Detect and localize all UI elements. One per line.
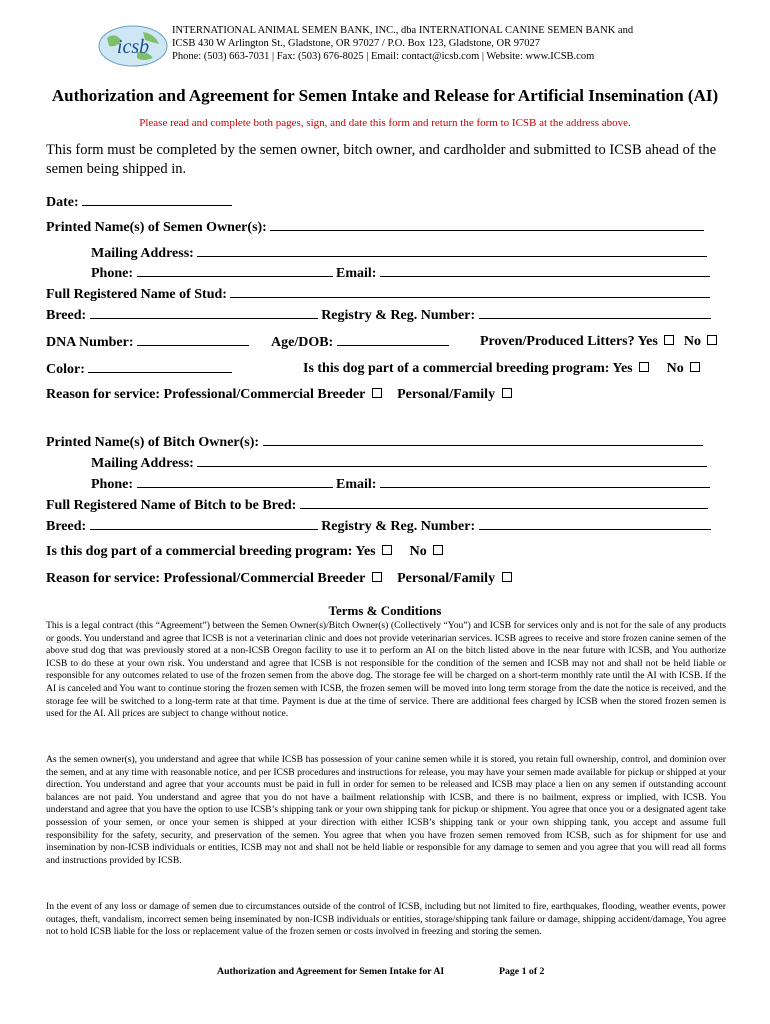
footer-page-number: Page 1 of 2: [499, 966, 545, 977]
stud-dna-row: [46, 333, 249, 351]
terms-paragraph-1: This is a legal contract (this “Agreement”) between the Semen Owner(s)/Bitch Owner(s) (Collectively “You”) and ICSB for services only and is not for the sale of any products or goods. You understand and agree that ICSB is not a veterinarian clinic and does not provide veterinarian services. ICSB agrees to receive and store frozen canine semen of the above stud dog that was previously stored at a non-ICSB Oregon facility to use it to perform an AI on the bitch listed above in the near future with ICSB, and You authorize ICSB to do these at your own risk. You understand and agree that ICSB is not responsible for the condition of the semen and ICSB may not and shall not be held liable or responsible for any outcomes related to use of the frozen semen from the above dog. The storage fee will be charged on a short-term monthly rate until the AI with ICSB. If the AI is canceled and You want to continue storing the frozen semen with ICSB, the frozen semen will be moved into long term storage from the date the notice is received, and the storage fee will be switched to a long-term rate at that time. Payment is due at the time of service. There are additional fees charged by ICSB when the stored frozen semen is used for the AI. All prices are subject to change without notice.: [46, 620, 726, 720]
form-instruction: Please read and complete both pages, sign, and date this form and return the form to ICSB at the address above.: [139, 117, 631, 129]
stud-name-label: Full Registered Name of Stud:: [46, 287, 227, 302]
stud-commercial-no-checkbox[interactable]: [690, 362, 700, 372]
bitch-commercial-yes-checkbox[interactable]: [382, 545, 392, 555]
stud-personal-checkbox[interactable]: [502, 388, 512, 398]
stud-registry-field[interactable]: [479, 306, 711, 319]
terms-heading: Terms & Conditions: [328, 603, 442, 618]
age-label: Age/DOB:: [271, 335, 334, 350]
form-intro: This form must be completed by the semen owner, bitch owner, and cardholder and submitted to ICSB ahead of the semen being shipped in.: [46, 142, 717, 177]
bitch-phone-label: Phone:: [91, 477, 133, 492]
proven-row: [480, 333, 717, 350]
bitch-mailing-field[interactable]: [197, 454, 707, 467]
stud-breed-field[interactable]: [90, 306, 318, 319]
header-line-3: Phone: (503) 663-7031 | Fax: (503) 676-8025 | Email: contact@icsb.com | Website: www.ICSB.com: [172, 51, 595, 62]
bitch-owner-label: Printed Name(s) of Bitch Owner(s):: [46, 435, 260, 450]
dna-field[interactable]: [137, 333, 249, 346]
bitch-personal-checkbox[interactable]: [502, 572, 512, 582]
stud-reason-row: [46, 386, 512, 403]
stud-name-field[interactable]: [230, 285, 710, 298]
header-contact: [172, 24, 732, 63]
stud-breed-row: [46, 306, 711, 324]
bitch-commercial-row: [46, 543, 443, 560]
bitch-commercial-no-checkbox[interactable]: [433, 545, 443, 555]
date-row: [46, 193, 232, 211]
stud-personal-label: Personal/Family: [397, 387, 496, 402]
age-field[interactable]: [337, 333, 449, 346]
bitch-breed-row: [46, 517, 711, 535]
dna-label: DNA Number:: [46, 335, 134, 350]
bitch-reason-label: Reason for service: Professional/Commercial Breeder: [46, 571, 366, 586]
bitch-phone-field[interactable]: [137, 475, 333, 488]
proven-label: Proven/Produced Litters? Yes: [480, 334, 658, 349]
header-line-1: INTERNATIONAL ANIMAL SEMEN BANK, INC., dba INTERNATIONAL CANINE SEMEN BANK and: [172, 25, 634, 36]
proven-no-checkbox[interactable]: [707, 335, 717, 345]
bitch-breed-field[interactable]: [90, 517, 318, 530]
stud-color-row: [46, 360, 232, 378]
proven-no-label: No: [683, 334, 701, 349]
stud-reason-label: Reason for service: Professional/Commercial Breeder: [46, 387, 366, 402]
bitch-breed-label: Breed:: [46, 519, 87, 534]
stud-email-field[interactable]: [380, 264, 710, 277]
logo-text: icsb: [116, 36, 150, 58]
stud-mailing-label: Mailing Address:: [91, 246, 194, 261]
stud-commercial-row: [303, 360, 700, 377]
color-field[interactable]: [88, 360, 232, 373]
semen-owner-row: [46, 218, 704, 236]
color-label: Color:: [46, 362, 85, 377]
stud-professional-checkbox[interactable]: [372, 388, 382, 398]
stud-mailing-field[interactable]: [197, 244, 707, 257]
date-label: Date:: [46, 195, 79, 210]
stud-commercial-no-label: No: [666, 361, 684, 376]
semen-owner-field[interactable]: [270, 218, 704, 231]
bitch-name-field[interactable]: [300, 496, 708, 509]
stud-mailing-row: [91, 244, 707, 262]
terms-paragraph-2: As the semen owner(s), you understand and agree that while ICSB has possession of your canine semen while it is stored, you retain full ownership, control, and dominion over the semen, and at any time with reasonable notice, and per ICSB procedures and instructions for release, you may have your semen made available for pickup or shipped at your direction. You understand and agree that your accounts must be paid in full in order for semen to be released and ICSB may place a lien on any semen if outstanding account balances are not paid. You understand and agree that you do not have a bailment relationship with ICSB, and there is no bailment, express or implied, with ICSB. You understand and agree that you have the option to use ICSB’s shipping tank or your own shipping tank for pickup or shipment. You agree that once you or a designated agent take possession of your semen, or once your semen is shipped at your direction with either ICSB’s shipping tank or your own shipping tank, you accept and assume full responsibility for the safety, security, and preservation of the semen. You agree that when you have frozen semen removed from ICSB, such as for shipment for use and insemination by non-ICSB individuals or entities, ICSB may not and shall not be held liable or responsible for any damage to semen and you agree that you will read all forms and instructions provided by ICSB.: [46, 754, 726, 866]
stud-email-label: Email:: [336, 266, 377, 281]
stud-name-row: [46, 285, 710, 303]
bitch-name-row: [46, 496, 708, 514]
bitch-name-label: Full Registered Name of Bitch to be Bred:: [46, 498, 297, 513]
bitch-mailing-row: [91, 454, 707, 472]
bitch-personal-label: Personal/Family: [397, 571, 496, 586]
bitch-phone-row: [91, 475, 710, 493]
bitch-commercial-no-label: No: [409, 544, 427, 559]
bitch-owner-field[interactable]: [263, 433, 703, 446]
stud-phone-label: Phone:: [91, 266, 133, 281]
stud-phone-field[interactable]: [137, 264, 333, 277]
stud-commercial-label: Is this dog part of a commercial breeding program: Yes: [303, 361, 633, 376]
bitch-mailing-label: Mailing Address:: [91, 456, 194, 471]
header-line-2: ICSB 430 W Arlington St., Gladstone, OR 97027 / P.O. Box 123, Gladstone, OR 97027: [172, 38, 541, 49]
bitch-registry-label: Registry & Reg. Number:: [321, 519, 476, 534]
bitch-owner-row: [46, 433, 703, 451]
stud-breed-label: Breed:: [46, 308, 87, 323]
footer-doc-name: Authorization and Agreement for Semen Intake for AI: [217, 966, 445, 977]
bitch-professional-checkbox[interactable]: [372, 572, 382, 582]
bitch-email-field[interactable]: [380, 475, 710, 488]
bitch-reason-row: [46, 570, 512, 587]
proven-yes-checkbox[interactable]: [664, 335, 674, 345]
stud-phone-row: [91, 264, 710, 282]
date-field[interactable]: [82, 193, 232, 206]
terms-paragraph-3: In the event of any loss or damage of semen due to circumstances outside of the control of ICSB, including but not limited to fire, earthquakes, flooding, weather events, power outages, theft, vandalism, incorrect semen being inseminated by non-ICSB individuals or entities, storage/shipping tank failure or damage, shipping accident/damage, You agree not to hold ICSB liable for the loss or replacement value of the frozen semen or costs involved in freezing and storing the semen.: [46, 901, 726, 938]
icsb-globe-logo: [97, 24, 169, 68]
bitch-registry-field[interactable]: [479, 517, 711, 530]
stud-commercial-yes-checkbox[interactable]: [639, 362, 649, 372]
bitch-email-label: Email:: [336, 477, 377, 492]
form-title: Authorization and Agreement for Semen Intake and Release for Artificial Insemination (AI): [51, 86, 719, 105]
stud-age-row: [271, 333, 449, 351]
bitch-commercial-label: Is this dog part of a commercial breeding program: Yes: [46, 544, 376, 559]
semen-owner-label: Printed Name(s) of Semen Owner(s):: [46, 220, 267, 235]
stud-registry-label: Registry & Reg. Number:: [321, 308, 476, 323]
